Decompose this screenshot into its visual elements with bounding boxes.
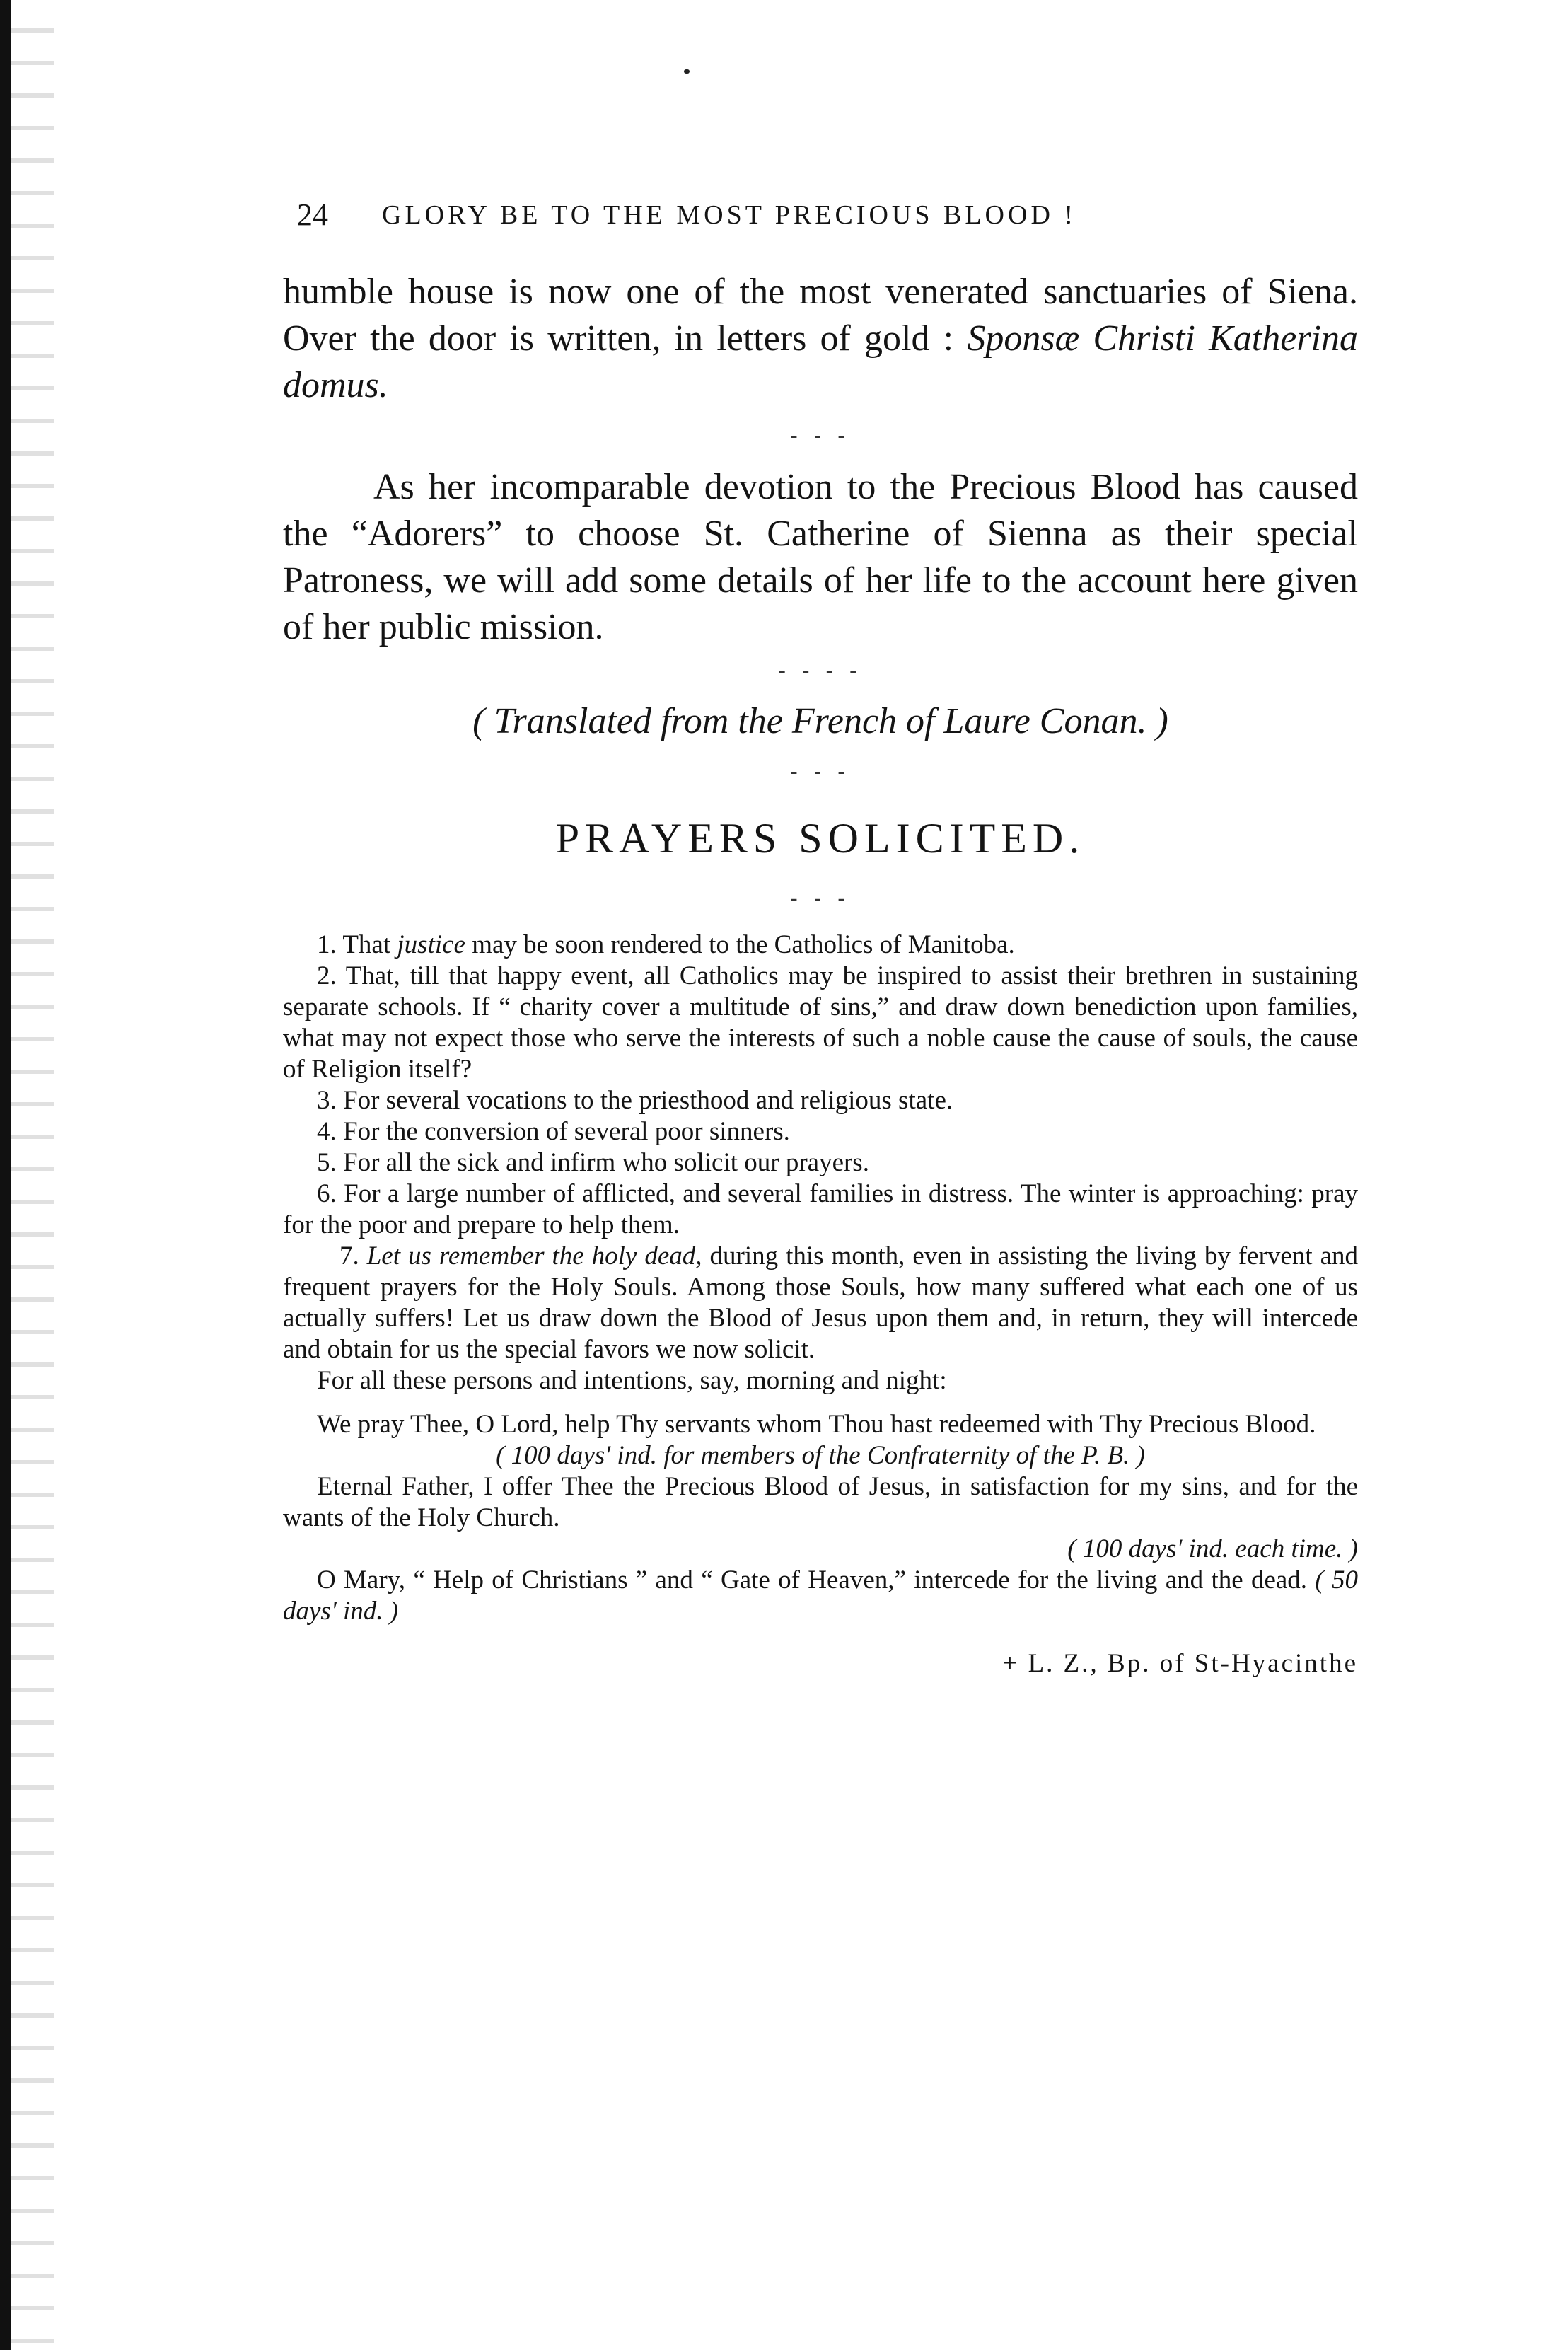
prayer-item-2: 2. That, till that happy event, all Catholics may be inspired to assist their brethren in sustaining separate schools. If “ charity cover a multitude of sins,” and draw down benediction upon families, what may not expect those who serve the interests of such a noble cause the cause of souls, the cause of Religion itself? <box>283 961 1358 1084</box>
separator: - - - <box>790 886 851 910</box>
prayer-item-1 <box>283 930 1358 961</box>
prayer-item-7 <box>283 1241 1358 1365</box>
translation-attribution: ( Translated from the French of Laure Conan. ) <box>472 701 1168 741</box>
item-text: during this month, even in assisting the living by fervent and frequent prayers for the Holy Souls. Among those Souls, how many suffered what each one of us actually suffers! Let us draw down the Blood of Jesus upon them and, in return, they will intercede and obtain for us the special favors we now solicit. <box>283 1241 1359 1364</box>
prayer-item-6: 6. For a large number of afflicted, and several families in distress. The winter is approaching: pray for the poor and prepare to help them. <box>283 1179 1358 1239</box>
item-emphasis: Let us remember the holy dead, <box>366 1241 702 1270</box>
scan-margin-marks <box>11 0 54 2350</box>
scan-speck <box>684 69 690 74</box>
section-heading: PRAYERS SOLICITED. <box>555 815 1086 862</box>
item-emphasis: justice <box>397 930 465 959</box>
page-spine-edge <box>0 0 11 2350</box>
prayer-item-5: 5. For all the sick and infirm who solicit our prayers. <box>317 1148 869 1177</box>
page-number: 24 <box>297 197 328 232</box>
prayers-list <box>283 930 1358 1679</box>
indulgence-note-2: ( 100 days' ind. each time. ) <box>1067 1534 1358 1563</box>
item-text: may be soon rendered to the Catholics of Manitoba. <box>465 930 1015 959</box>
separator: - - - - <box>778 659 863 682</box>
intro-text: humble house is now one of the most venerated sanctuaries of Siena. Over the door is written, in letters of gold : <box>283 272 1358 359</box>
prayer-item-4: 4. For the conversion of several poor sinners. <box>317 1117 790 1146</box>
item-text: O Mary, “ Help of Christians ” and “ Gate of Heaven,” intercede for the living and the dead. <box>317 1565 1316 1594</box>
prayer-item-3: 3. For several vocations to the priesthood and religious state. <box>317 1086 953 1115</box>
prayer-text-1: We pray Thee, O Lord, help Thy servants whom Thou hast redeemed with Thy Precious Blood. <box>317 1410 1316 1439</box>
inscription-text: Sponsæ Christi Katherina domus. <box>283 318 1359 405</box>
bishop-signature: + L. Z., Bp. of St-Hyacinthe <box>1002 1649 1358 1678</box>
running-head: GLORY BE TO THE MOST PRECIOUS BLOOD ! <box>382 200 1077 230</box>
prayer-text-2: Eternal Father, I offer Thee the Precious Blood of Jesus, in satisfaction for my sins, and for the wants of the Holy Church. <box>283 1472 1358 1532</box>
item-number: 7. <box>339 1241 367 1270</box>
prayer-text-3 <box>283 1565 1358 1627</box>
intro-paragraph <box>283 269 1358 409</box>
separator: - - - <box>790 760 851 783</box>
devotion-paragraph: As her incomparable devotion to the Precious Blood has caused the “Adorers” to choose St. Catherine of Sienna as their special Patroness, we will add some details of her life to the account here given of her public mission. <box>283 467 1358 647</box>
item-text: 1. That <box>317 930 397 959</box>
indulgence-note-1: ( 100 days' ind. for members of the Confraternity of the P. B. ) <box>496 1441 1145 1470</box>
page-content <box>283 269 1358 1679</box>
indulgence-note-3: ( 50 days' ind. ) <box>283 1565 1358 1626</box>
for-all-line: For all these persons and intentions, say, morning and night: <box>317 1366 947 1395</box>
page-header <box>297 197 1358 239</box>
separator: - - - <box>790 424 851 447</box>
